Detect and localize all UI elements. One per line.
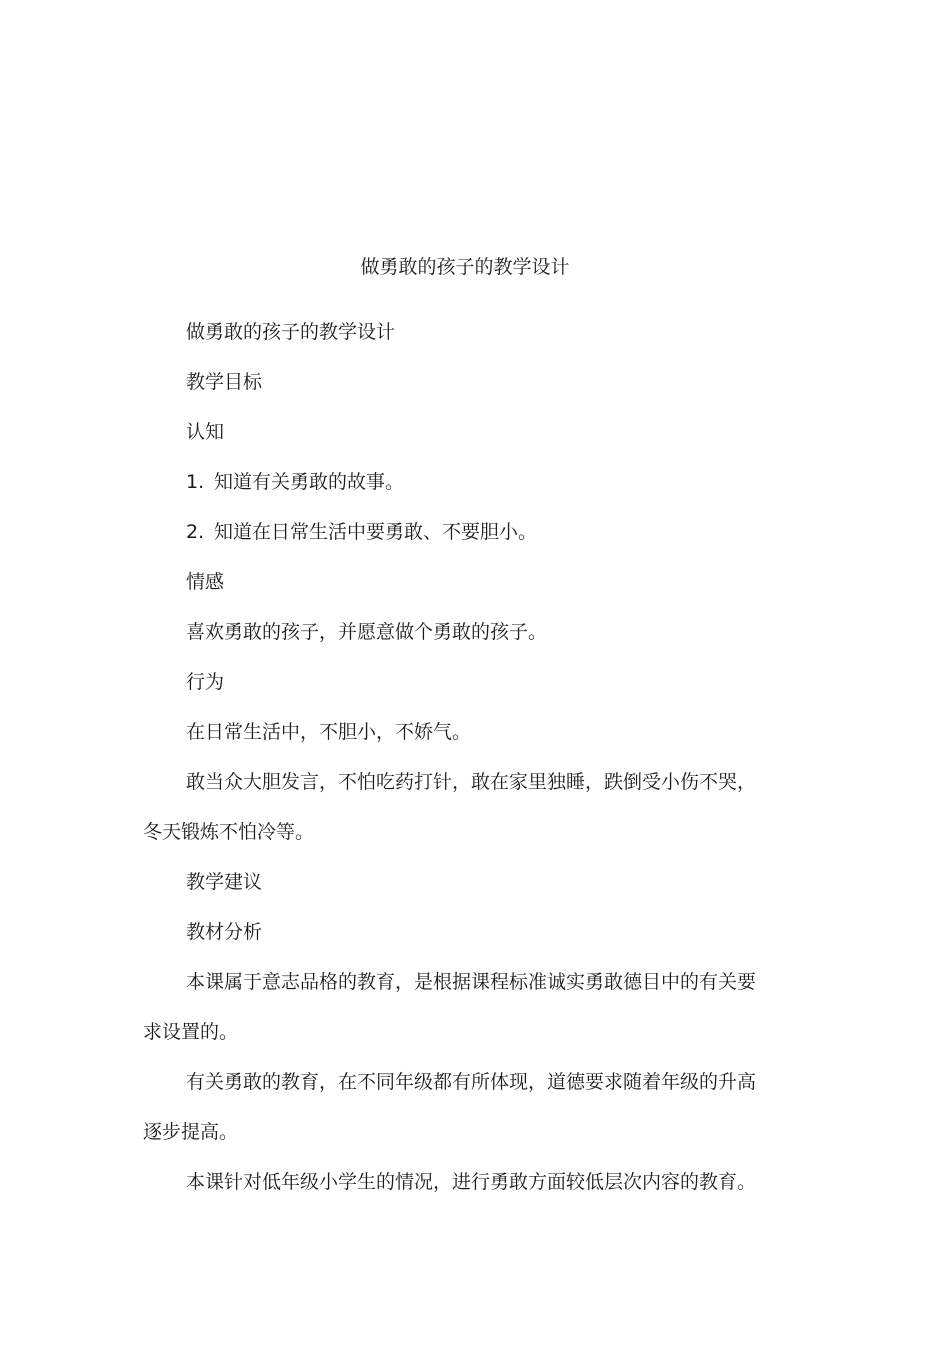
paragraph-analysis-2-line2: 逐步提高。 [143, 1121, 239, 1143]
paragraph-behavior-1: 在日常生活中，不胆小，不娇气。 [186, 721, 472, 743]
list-item-number: 1. [186, 471, 205, 493]
paragraph-behavior-2-line2: 冬天锻炼不怕冷等。 [143, 821, 315, 843]
list-item [186, 470, 404, 494]
paragraph-subtitle: 做勇敢的孩子的教学设计 [186, 321, 396, 343]
heading-teaching-suggestions: 教学建议 [186, 871, 263, 893]
paragraph-emotion: 喜欢勇敢的孩子，并愿意做个勇敢的孩子。 [186, 621, 548, 643]
document-title: 做勇敢的孩子的教学设计 [360, 256, 570, 278]
heading-behavior: 行为 [186, 671, 225, 693]
list-item-number: 2. [186, 521, 205, 543]
paragraph-analysis-3: 本课针对低年级小学生的情况，进行勇敢方面较低层次内容的教育。 [186, 1171, 757, 1193]
list-item [186, 520, 537, 544]
heading-teaching-goals: 教学目标 [186, 371, 263, 393]
list-item-text: 知道有关勇敢的故事。 [214, 471, 405, 493]
heading-emotion: 情感 [186, 571, 225, 593]
heading-material-analysis: 教材分析 [186, 921, 263, 943]
heading-cognition: 认知 [186, 421, 225, 443]
paragraph-analysis-1-line1: 本课属于意志品格的教育，是根据课程标准诚实勇敢德目中的有关要 [186, 971, 757, 993]
list-item-text: 知道在日常生活中要勇敢、不要胆小。 [214, 521, 538, 543]
paragraph-behavior-2-line1: 敢当众大胆发言，不怕吃药打针，敢在家里独睡，跌倒受小伤不哭， [186, 771, 757, 793]
paragraph-analysis-2-line1: 有关勇敢的教育，在不同年级都有所体现，道德要求随着年级的升高 [186, 1071, 757, 1093]
paragraph-analysis-1-line2: 求设置的。 [143, 1021, 239, 1043]
